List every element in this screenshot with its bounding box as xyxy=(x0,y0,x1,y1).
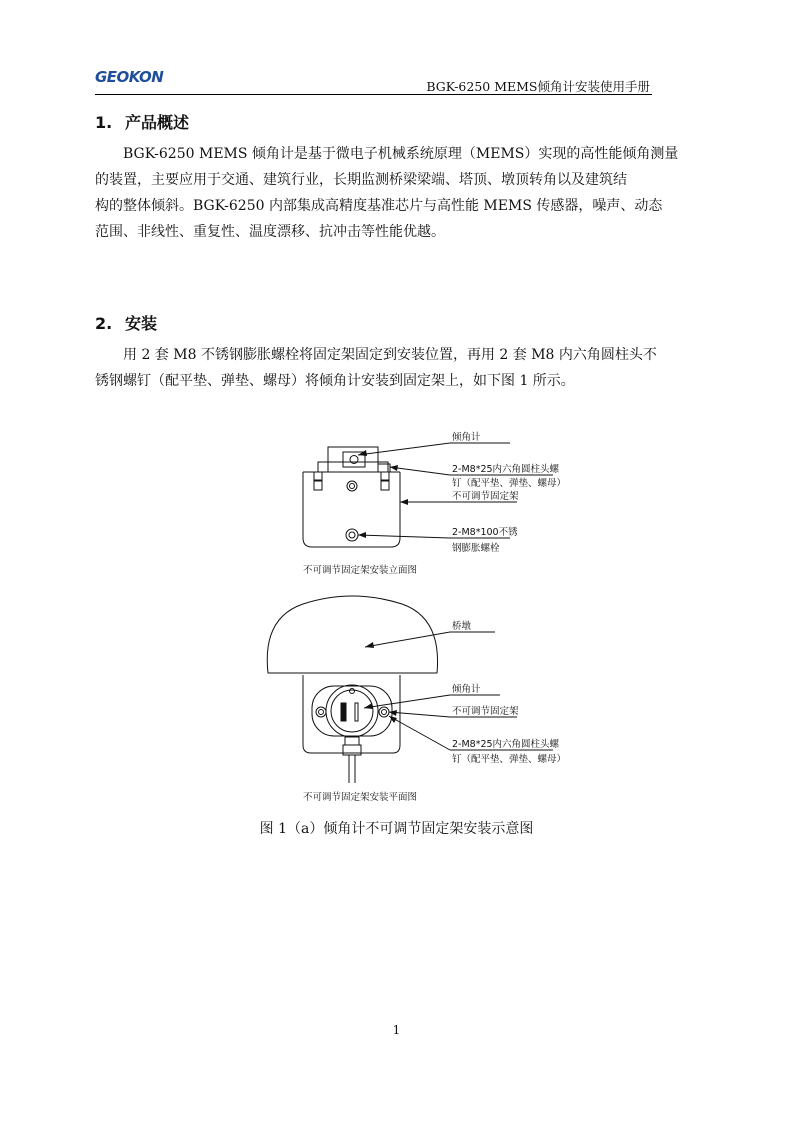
paragraph-line: BGK-6250 MEMS 倾角计是基于微电子机械系统原理（MEMS）实现的高性能倾角测量 xyxy=(123,146,679,162)
section-2-title: 安装 xyxy=(125,314,158,333)
paragraph-line: 范围、非线性、重复性、温度漂移、抗冲击等性能优越。 xyxy=(95,224,445,240)
arrow-inclinometer xyxy=(358,450,367,456)
arrow-bolt xyxy=(358,532,366,538)
leader-inclinometer xyxy=(358,443,450,455)
plan-screw-left xyxy=(316,707,326,717)
elevation-expansion-bolt xyxy=(346,529,358,541)
plan-indicator-dot xyxy=(350,689,355,694)
label-bolt-line-1: 2-M8*100不锈 xyxy=(452,527,518,538)
plan-inclinometer-inner xyxy=(331,690,373,732)
header-title: BGK-6250 MEMS倾角计安装使用手册 xyxy=(426,79,650,94)
leader-bolt xyxy=(358,535,450,538)
leader-plan-bracket xyxy=(389,712,450,717)
plan-inclinometer-outer xyxy=(326,685,378,737)
section-1-title: 产品概述 xyxy=(125,113,190,132)
plan-screw-right-inner xyxy=(382,710,387,715)
plan-label-strip xyxy=(355,703,358,721)
plan-screw-left-inner xyxy=(319,710,324,715)
elevation-nut-right xyxy=(381,481,389,490)
elevation-expansion-bolt-inner xyxy=(349,532,355,538)
elevation-inclinometer-body xyxy=(328,447,378,472)
paragraph-line: 用 2 套 M8 不锈钢膨胀螺栓将固定架固定到安装位置，再用 2 套 M8 内六角圆柱头不 xyxy=(123,347,657,363)
elevation-nut-left xyxy=(314,481,322,490)
label-bolt-line-2: 钢膨胀螺栓 xyxy=(452,543,500,554)
label-inclinometer: 倾角计 xyxy=(452,432,481,443)
page-number: 1 xyxy=(392,1023,401,1037)
section-2-number: 2. xyxy=(95,314,113,333)
plan-cable-gland xyxy=(345,737,359,745)
figure-caption: 图 1（a）倾角计不可调节固定架安装示意图 xyxy=(259,821,534,837)
arrow-plan-inclinometer xyxy=(364,703,373,709)
label-screw-line-2: 钉（配平垫、弹垫、螺母） xyxy=(452,478,567,489)
label-plan-inclinometer: 倾角计 xyxy=(452,684,481,695)
plan-label-plate xyxy=(341,703,346,721)
elevation-view-title: 不可调节固定架安装立面图 xyxy=(303,565,418,576)
leader-plan-screw xyxy=(389,716,450,750)
leader-plan-inclinometer xyxy=(364,695,450,708)
section-1-number: 1. xyxy=(95,113,113,132)
label-plan-bracket: 不可调节固定架 xyxy=(452,706,519,717)
paragraph-line: 锈钢螺钉（配平垫、弹垫、螺母）将倾角计安装到固定架上，如下图 1 所示。 xyxy=(95,373,575,389)
elevation-nut-right-top xyxy=(381,472,389,480)
leader-screw xyxy=(390,467,450,475)
arrow-bracket xyxy=(400,499,408,505)
arrow-plan-bracket xyxy=(389,710,397,716)
plan-pier xyxy=(267,596,437,673)
plan-view-title: 不可调节固定架安装平面图 xyxy=(303,792,418,803)
elevation-nut-left-top xyxy=(314,472,322,480)
paragraph-line: 的装置，主要应用于交通、建筑行业，长期监测桥梁梁端、塔顶、墩顶转角以及建筑结 xyxy=(95,172,627,188)
geokon-logo: GEOKON xyxy=(95,68,164,86)
paragraph-line: 构的整体倾斜。BGK-6250 内部集成高精度基准芯片与高性能 MEMS 传感器，噪声、动态 xyxy=(95,198,663,214)
label-bracket: 不可调节固定架 xyxy=(452,491,519,502)
elevation-upper-bolt xyxy=(347,481,357,491)
label-screw-line-1: 2-M8*25内六角圆柱头螺 xyxy=(452,464,560,475)
label-plan-screw-line-1: 2-M8*25内六角圆柱头螺 xyxy=(452,739,560,750)
label-pier: 桥墩 xyxy=(452,621,472,632)
elevation-upper-bolt-inner xyxy=(350,484,355,489)
arrow-pier xyxy=(365,642,374,648)
leader-pier xyxy=(365,632,450,647)
arrow-screw xyxy=(390,465,398,471)
plan-screw-right xyxy=(379,707,389,717)
label-plan-screw-line-2: 钉（配平垫、弹垫、螺母） xyxy=(452,754,567,765)
